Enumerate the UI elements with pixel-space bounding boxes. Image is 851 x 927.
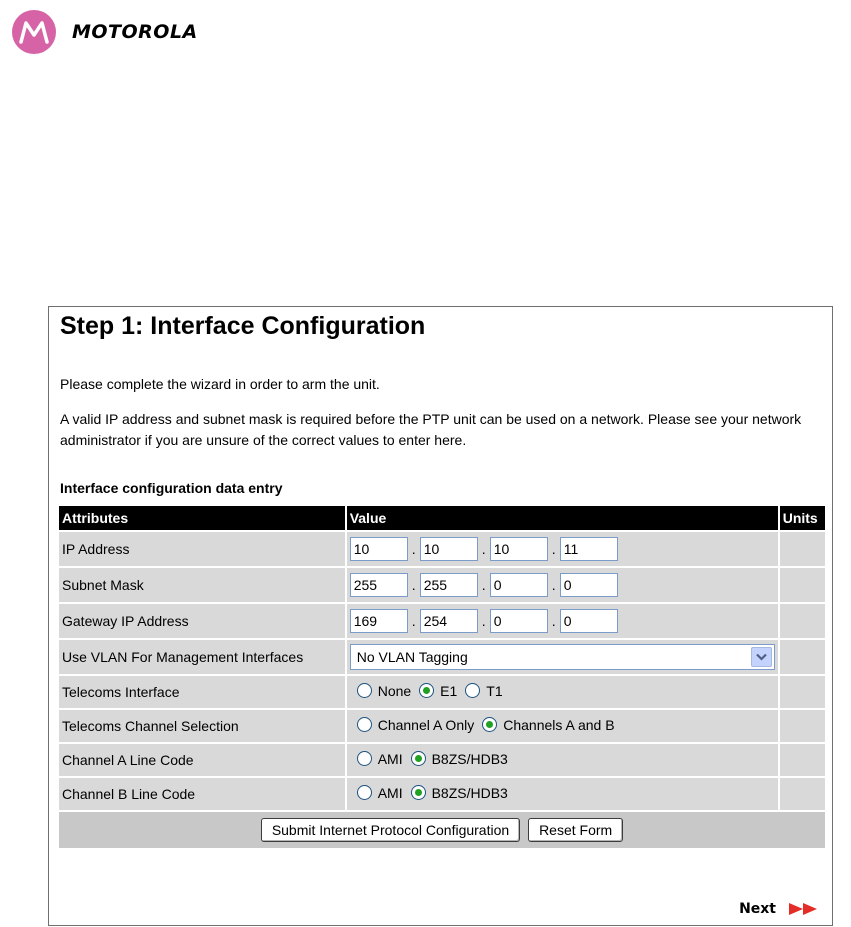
- column-header-attributes: Attributes: [59, 506, 345, 530]
- table-row-gateway: [59, 604, 825, 638]
- radio-selected-icon[interactable]: [419, 683, 434, 698]
- channel-a-option-ami[interactable]: [357, 751, 403, 767]
- octet-separator: .: [481, 577, 486, 593]
- channel-b-line-code-radio-group: [357, 785, 516, 801]
- octet-separator: .: [411, 577, 416, 593]
- gateway-octet-1[interactable]: [350, 609, 408, 633]
- brand-header: [12, 9, 198, 55]
- channel-selection-radio-group: [357, 717, 623, 733]
- channel-b-option-b8zs-hdb3[interactable]: [411, 785, 508, 801]
- table-row-actions: [59, 812, 825, 848]
- channel-selection-option-a-and-b[interactable]: [482, 717, 614, 733]
- subnet-mask-octet-4[interactable]: [560, 573, 618, 597]
- radio-label: T1: [486, 682, 503, 699]
- octet-separator: .: [551, 613, 556, 629]
- octet-separator: .: [551, 541, 556, 557]
- radio-unselected-icon[interactable]: [465, 683, 480, 698]
- table-header-row: [59, 506, 825, 530]
- intro-text: Please complete the wizard in order to arm the unit.: [60, 376, 380, 392]
- description-text: A valid IP address and subnet mask is required before the PTP unit can be used on a network. Please see your network administrator if you are unsure of the correct values to enter here.: [60, 411, 802, 448]
- telecoms-interface-units: [780, 676, 825, 708]
- subnet-mask-octet-3[interactable]: [490, 573, 548, 597]
- table-row-telecoms-interface: [59, 676, 825, 708]
- table-row-channel-a-line-code: [59, 744, 825, 776]
- vlan-selected-value: No VLAN Tagging: [356, 649, 468, 665]
- chevron-down-icon[interactable]: [751, 647, 772, 667]
- ip-address-label: IP Address: [59, 532, 345, 566]
- radio-unselected-icon[interactable]: [357, 683, 372, 698]
- table-row-vlan: [59, 640, 825, 674]
- config-table: [57, 504, 827, 850]
- vlan-select[interactable]: [350, 644, 775, 670]
- brand-name: MOTOROLA: [72, 21, 198, 43]
- double-arrow-right-icon[interactable]: [788, 902, 822, 916]
- gateway-octet-4[interactable]: [560, 609, 618, 633]
- telecoms-interface-option-none[interactable]: [357, 683, 411, 699]
- telecoms-interface-option-e1[interactable]: [419, 683, 457, 699]
- telecoms-interface-label: Telecoms Interface: [59, 676, 345, 708]
- radio-selected-icon[interactable]: [411, 785, 426, 800]
- radio-label: Channel A Only: [377, 716, 475, 733]
- channel-a-line-code-units: [780, 744, 825, 776]
- subnet-mask-units: [780, 568, 825, 602]
- gateway-octet-3[interactable]: [490, 609, 548, 633]
- channel-b-line-code-units: [780, 778, 825, 810]
- channel-selection-label: Telecoms Channel Selection: [59, 710, 345, 742]
- octet-separator: .: [411, 541, 416, 557]
- wizard-panel: [48, 306, 833, 926]
- ip-address-octet-4[interactable]: [560, 537, 618, 561]
- radio-label: None: [377, 682, 412, 699]
- octet-separator: .: [551, 577, 556, 593]
- subnet-mask-group: [350, 573, 618, 597]
- octet-separator: .: [481, 541, 486, 557]
- next-link[interactable]: [739, 901, 822, 917]
- channel-b-line-code-value: [347, 778, 778, 810]
- radio-label: Channels A and B: [503, 716, 615, 733]
- octet-separator: .: [481, 613, 486, 629]
- radio-selected-icon[interactable]: [482, 717, 497, 732]
- ip-address-octet-3[interactable]: [490, 537, 548, 561]
- channel-b-line-code-label: Channel B Line Code: [59, 778, 345, 810]
- submit-button[interactable]: Submit Internet Protocol Configuration: [261, 818, 520, 842]
- radio-label: B8ZS/HDB3: [431, 784, 508, 801]
- motorola-logo-icon: [12, 10, 56, 54]
- section-title: Interface configuration data entry: [60, 480, 283, 496]
- gateway-group: [350, 609, 618, 633]
- ip-address-octet-1[interactable]: [350, 537, 408, 561]
- channel-selection-value: [347, 710, 778, 742]
- octet-separator: .: [411, 613, 416, 629]
- vlan-value: [347, 640, 778, 674]
- actions-cell: [59, 812, 825, 848]
- ip-address-value: [347, 532, 778, 566]
- gateway-octet-2[interactable]: [420, 609, 478, 633]
- channel-selection-units: [780, 710, 825, 742]
- table-row-channel-b-line-code: [59, 778, 825, 810]
- radio-label: AMI: [377, 750, 403, 767]
- gateway-value: [347, 604, 778, 638]
- ip-address-units: [780, 532, 825, 566]
- subnet-mask-value: [347, 568, 778, 602]
- subnet-mask-octet-1[interactable]: [350, 573, 408, 597]
- radio-selected-icon[interactable]: [411, 751, 426, 766]
- radio-unselected-icon[interactable]: [357, 751, 372, 766]
- page-title: Step 1: Interface Configuration: [60, 312, 426, 340]
- vlan-units: [780, 640, 825, 674]
- column-header-units: Units: [780, 506, 825, 530]
- table-row-channel-selection: [59, 710, 825, 742]
- channel-b-option-ami[interactable]: [357, 785, 403, 801]
- ip-address-octet-2[interactable]: [420, 537, 478, 561]
- channel-a-line-code-radio-group: [357, 751, 516, 767]
- table-row-ip-address: [59, 532, 825, 566]
- telecoms-interface-value: [347, 676, 778, 708]
- channel-a-line-code-label: Channel A Line Code: [59, 744, 345, 776]
- gateway-label: Gateway IP Address: [59, 604, 345, 638]
- next-label: Next: [739, 901, 776, 917]
- channel-a-option-b8zs-hdb3[interactable]: [411, 751, 508, 767]
- subnet-mask-label: Subnet Mask: [59, 568, 345, 602]
- table-row-subnet-mask: [59, 568, 825, 602]
- radio-label: AMI: [377, 784, 403, 801]
- radio-unselected-icon[interactable]: [357, 717, 372, 732]
- ip-address-group: [350, 537, 618, 561]
- gateway-units: [780, 604, 825, 638]
- vlan-label: Use VLAN For Management Interfaces: [59, 640, 345, 674]
- subnet-mask-octet-2[interactable]: [420, 573, 478, 597]
- telecoms-interface-radio-group: [357, 683, 511, 699]
- channel-selection-option-a-only[interactable]: [357, 717, 475, 733]
- radio-label: E1: [440, 682, 458, 699]
- column-header-value: Value: [347, 506, 778, 530]
- telecoms-interface-option-t1[interactable]: [465, 683, 502, 699]
- radio-label: B8ZS/HDB3: [431, 750, 508, 767]
- radio-unselected-icon[interactable]: [357, 785, 372, 800]
- reset-form-button[interactable]: Reset Form: [528, 818, 623, 842]
- channel-a-line-code-value: [347, 744, 778, 776]
